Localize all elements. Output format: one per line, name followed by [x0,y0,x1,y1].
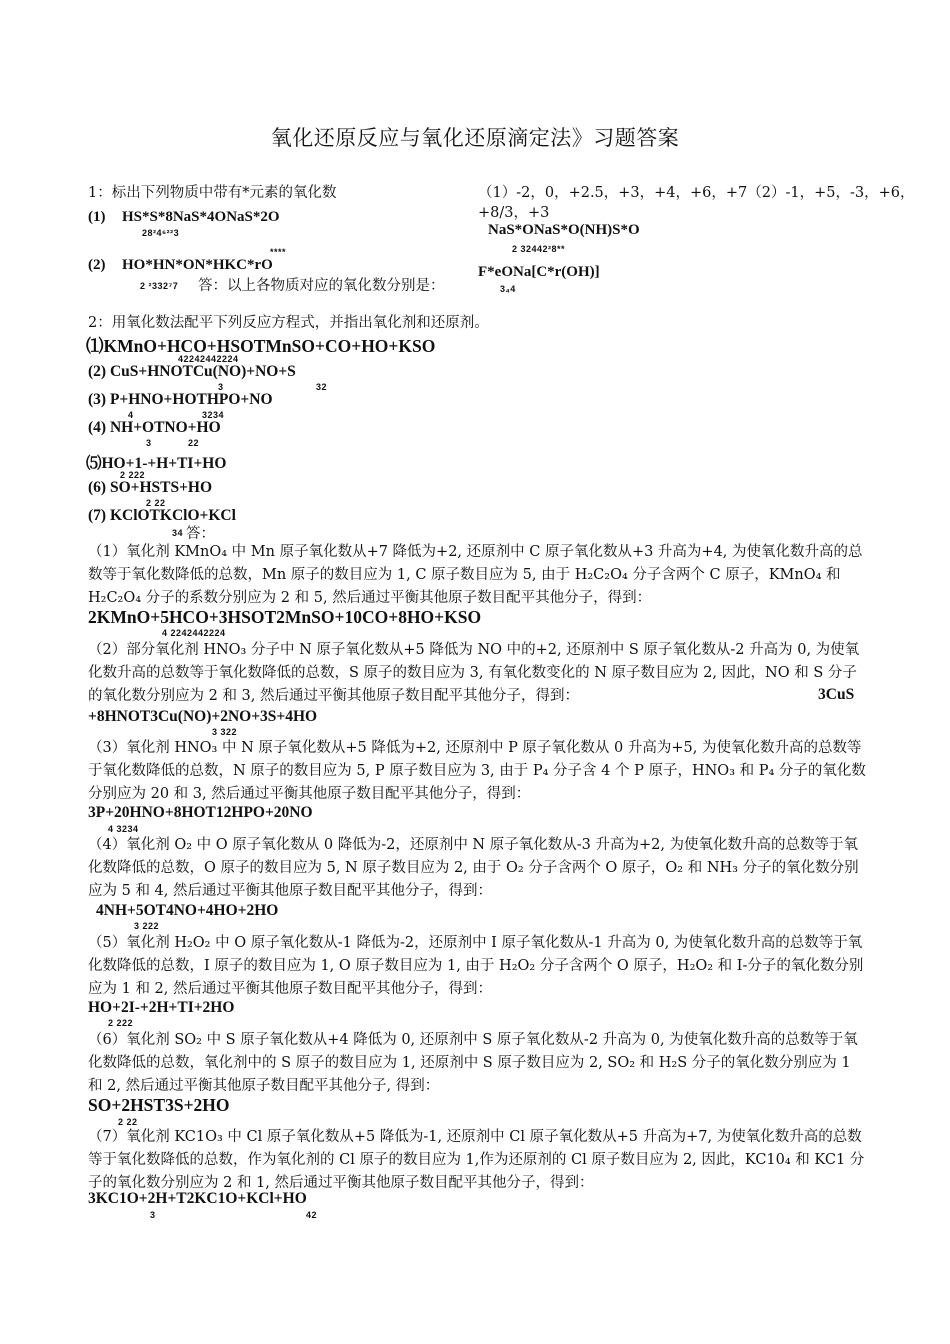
q1-item2-num: (2) [88,257,106,273]
page-title: 氧化还原反应与氧化还原滴定法》习题答案 [270,126,680,150]
answer-2-equation: +8HNOT3Cu(NO)+2NO+3S+4HO [88,708,318,725]
answer-3-equation: 3P+20HNO+8HOT12HPO+20NO [88,804,313,821]
q2-equation-7: (7) KClOTKClO+KCl [88,507,236,524]
q1-answer-subscripts2: 3₄4 [500,284,516,294]
answer-5-subscripts: 2 222 [108,1018,134,1028]
q1-item1-subscripts: 28²4⁶²²3 [142,228,180,238]
q2-equation-1: ⑴KMnO+HCO+HSOTMnSO+CO+HO+KSO [86,336,436,356]
answer-7-text: （7）氧化剂 KC1O₃ 中 Cl 原子氧化数从+5 降低为-1, 还原剂中 Cl 原子氧化数从+5 升高为+7, 为使氧化数升高的总数等于氧化数降低的总数，作为氧化剂的 Cl 原子的数目应为 1,作为还原剂的 Cl 原子数目应为 2, 因此，KC10₄ 和 KC1 分子的氧化数分别应为 2 和 1, 然后通过平衡其他原子数目配平其他分子，得到： [88,1129,865,1191]
answer-2-equation-lead: 3CuS [818,686,855,703]
q2-equation-5: ⑸HO+1-+H+TI+HO [86,455,227,472]
answer-2-text: （2）部分氧化剂 HNO₃ 分子中 N 原子氧化数从+5 降低为 NO 中的+2, 还原剂中 S 原子氧化数从-2 升高为 0, 为使氧化数升高的总数等于氧化数降低的总数，S 原子的数目应为 3, 有氧化数变化的 N 原子数目应为 2, 因此，NO 和 S 分子的氧化数分别应为 2 和 3, 然后通过平衡其他原子数目配平其他分子，得到： [88,642,860,704]
q1-answer-formula2: F*eONa[C*r(OH)] [478,264,600,280]
q2-equation-6-subscripts: 2 22 [146,498,166,508]
q1-item2-stars: **** [270,247,287,257]
q1-item2-subscripts: 2 ²332⁷7 [140,281,179,291]
q1-item1-num: (1) [88,209,106,225]
q1-heading: 1：标出下列物质中带有*元素的氧化数 [88,185,337,201]
q2-equation-6: (6) SO+HSTS+HO [88,479,213,496]
answer-4-subscripts: 3 222 [134,921,160,931]
q1-answer-line1: （1）-2，0，+2.5，+3，+4，+6，+7（2）-1，+5，-3，+6， [478,185,915,201]
answer-2-subscripts: 3 322 [212,727,238,737]
q1-answer-subscripts1: 2 32442²8** [512,244,566,254]
answer-3-text: （3）氧化剂 HNO₃ 中 N 原子氧化数从+5 降低为+2, 还原剂中 P 原子氧化数从 0 升高为+5, 为使氧化数升高的总数等于氧化数降低的总数，N 原子的数目应为 5, P 原子数目应为 3, 由于 P₄ 分子含 4 个 P 原子，HNO₃ 和 P₄ 分子的氧化数分别应为 20 和 3, 然后通过平衡其他原子数目配平其他分子，得到： [88,740,866,802]
answer-3-subscripts: 4 3234 [108,824,139,834]
answer-1-text: （1）氧化剂 KMnO₄ 中 Mn 原子氧化数从+7 降低为+2, 还原剂中 C 原子氧化数从+3 升高为+4, 为使氧化数升高的总数等于氧化数降低的总数，Mn 原子的数目应为 1, C 原子数目应为 5, 由于 H₂C₂O₄ 分子含两个 C 原子，KMnO₄ 和 H₂C₂O₄ 分子的系数分别应为 2 和 5, 然后通过平衡其他原子数目配平其他分子，得到： [88,544,863,606]
q2-equation-4: (4) NH+OTNO+HO [88,419,221,436]
answer-5-text: （5）氧化剂 H₂O₂ 中 O 原子氧化数从-1 降低为-2，还原剂中 I 原子氧化数从-1 升高为 0, 为使氧化数升高的总数等于氧化数降低的总数，I 原子的数目应为 1, O 原子数目应为 1, 由于 H₂O₂ 分子含两个 O 原子，H₂O₂ 和 I-分子的氧化数分别应为 1 和 2, 然后通过平衡其他原子数目配平其他分子，得到： [88,935,864,997]
q2-answer-lead: 答： [186,526,215,542]
answer-7-sub-a: 3 [150,1210,156,1220]
q2-equation-1-subscripts: 42242442224 [178,354,239,364]
q2-equation-2: (2) CuS+HNOTCu(NO)+NO+S [88,363,296,380]
q1-answer-lead: 答：以上各物质对应的氧化数分别是： [198,278,445,294]
q2-heading: 2：用氧化数法配平下列反应方程式，并指出氧化剂和还原剂。 [88,315,489,331]
answer-5-equation: HO+2I-+2H+TI+2HO [88,999,235,1016]
answer-1-subscripts: 4 2242442224 [162,628,226,638]
q2-equation-2-sub-a: 3 [218,382,224,392]
answer-6-subscripts: 2 22 [118,1117,138,1127]
answer-4-equation: 4NH+5OT4NO+4HO+2HO [96,902,279,919]
q2-equation-3: (3) P+HNO+HOTHPO+NO [88,391,273,408]
answer-7-sub-b: 42 [306,1210,318,1220]
q2-equation-3-sub-b: 3234 [202,410,225,420]
answer-7-equation: 3KC1O+2H+T2KC1O+KCl+HO [88,1190,307,1207]
q1-item1-formula: HS*S*8NaS*4ONaS*2O [122,209,280,225]
q2-equation-4-sub-a: 3 [146,438,152,448]
q2-equation-2-sub-b: 32 [316,382,328,392]
answer-6-text: （6）氧化剂 SO₂ 中 S 原子氧化数从+4 降低为 0, 还原剂中 S 原子氧化数从-2 升高为 0, 为使氧化数升高的总数等于氧化数降低的总数，氧化剂中的 S 原子的数目应为 1, 还原剂中 S 原子数目应为 2, SO₂ 和 H₂S 分子的氧化数分别应为 1 和 2, 然后通过平衡其他原子数目配平其他分子, 得到： [88,1032,858,1094]
q2-equation-7-subscripts: 34 [172,528,184,538]
q1-item2-formula: HO*HN*ON*HKC*rO [122,257,273,273]
answer-1-equation: 2KMnO+5HCO+3HSOT2MnSO+10CO+8HO+KSO [88,607,482,627]
answer-6-equation: SO+2HST3S+2HO [88,1095,230,1115]
q1-answer-line2: +8/3，+3 [478,205,550,221]
q2-equation-4-sub-b: 22 [188,438,200,448]
answer-4-text: （4）氧化剂 O₂ 中 O 原子氧化数从 0 降低为-2，还原剂中 N 原子氧化数从-3 升高为+2, 为使氧化数升高的总数等于氧化数降低的总数，O 原子的数目应为 5, N 原子数目应为 2, 由于 O₂ 分子含两个 O 原子，O₂ 和 NH₃ 分子的氧化数分别应为 5 和 4, 然后通过平衡其他原子数目配平其他分子，得到： [88,837,859,899]
q2-equation-5-subscripts: 2 222 [120,470,146,480]
q1-answer-formula1: NaS*ONaS*O(NH)S*O [488,222,640,238]
q2-equation-3-sub-a: 4 [128,410,134,420]
